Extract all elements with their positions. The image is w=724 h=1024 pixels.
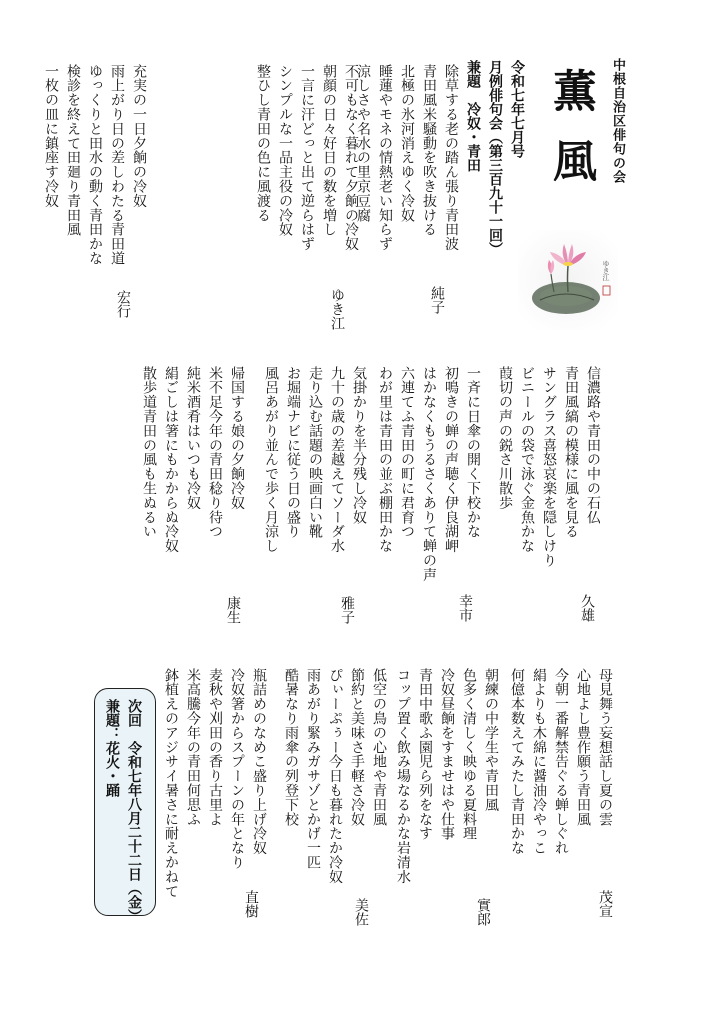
theme-line: 兼題 冷奴・青田 (465, 60, 481, 172)
haiku-line: 今朝一番解禁告ぐる蝉しぐれ (553, 668, 569, 856)
haiku-line: サングラス喜怒哀楽を隠しけり (541, 366, 557, 568)
issue-line: 令和七年七月号 (509, 60, 525, 158)
newsletter-title: 薫風 (545, 68, 596, 208)
haiku-author: 實郎 (475, 898, 491, 926)
haiku-line: ビニールの袋で泳ぐ金魚かな (519, 366, 535, 554)
haiku-author: 久雄 (579, 594, 595, 622)
artist-signature: ゆき江 (602, 260, 610, 281)
haiku-line: 青田風米騒動を吹き抜ける (421, 64, 437, 237)
haiku-line: 雨あがり緊みガサゾとかげ一匹 (305, 668, 321, 870)
meeting-line: 月例俳句会（第三百九十一回） (487, 60, 503, 256)
haiku-author: ゆき江 (329, 288, 345, 330)
haiku-line: わが里は青田の並ぶ棚田かな (377, 366, 393, 554)
next-meeting-theme: 兼題：花火・踊 (104, 699, 120, 797)
haiku-line: 何億本数えてみたし青田かな (509, 668, 525, 856)
haiku-line: 一言に汗どっと出て逆らはず (299, 64, 315, 252)
haiku-line: 米高騰今年の青田何思ふ (185, 668, 201, 827)
haiku-author: 康生 (225, 596, 241, 624)
haiku-line: 北極の氷河消えゆく冷奴 (399, 64, 415, 223)
next-meeting-date: 次回 令和七年八月二十二日（金） (126, 699, 142, 923)
haiku-line: 低空の鳥の心地や青田風 (371, 668, 387, 827)
haiku-line: 走り込む話題の映画白い靴 (307, 366, 323, 539)
haiku-line: 検診を終えて田廻り青田風 (65, 64, 81, 237)
haiku-line: 心地よし豊作願う青田風 (575, 668, 591, 827)
haiku-line: 散歩道青田の風も生ぬるい (141, 366, 157, 539)
haiku-line: 除草する老の踏ん張り青田波 (443, 64, 459, 252)
haiku-line: 冷奴箸からスプーンの年となり (229, 668, 245, 870)
haiku-line: 青田風縞の模様に風を見る (563, 366, 579, 539)
haiku-line: 節約と美味さ手軽さ冷奴 (349, 668, 365, 827)
haiku-line: 母見舞う妄想話し夏の雲 (597, 668, 613, 827)
haiku-line: 絹ごしは箸にもかからぬ冷奴 (163, 366, 179, 554)
haiku-line: ゆっくりと田水の動く青田かな (87, 64, 103, 266)
lotus-illustration (518, 230, 618, 330)
haiku-author: 純子 (429, 286, 445, 314)
haiku-author: 直樹 (243, 890, 259, 918)
haiku-line: 六連てふ青田の町に君育つ (399, 366, 415, 539)
next-meeting-box (94, 688, 156, 923)
haiku-line: 充実の一日夕餉の冷奴 (131, 64, 147, 208)
haiku-line: 雨上がり日の差しわたる青田道 (109, 64, 125, 266)
haiku-line: 麦秋や刈田の香り古里よ (207, 668, 223, 827)
haiku-author: 茂宣 (597, 890, 613, 918)
haiku-author: 幸市 (457, 594, 473, 622)
haiku-line: 気掛かりを半分残し冷奴 (351, 366, 367, 525)
haiku-line: 不可もなく暮れて夕餉の冷奴 (343, 64, 359, 252)
haiku-line: 一枚の皿に鎮座す冷奴 (43, 64, 59, 208)
haiku-line: 涼しさや名水の里京豆腐 (355, 64, 371, 223)
haiku-line: お堀端ナビに従う日の盛り (285, 366, 301, 539)
haiku-author: 美佐 (353, 898, 369, 926)
haiku-line: 米不足今年の青田稔り待つ (207, 366, 223, 539)
haiku-line: はかなくもうるさくありて蝉の声 (421, 366, 437, 582)
haiku-line: 睡蓮やモネの情熱老い知らず (377, 64, 393, 252)
association-name: 中根自治区俳句の会 (610, 58, 625, 184)
haiku-line: 鉢植えのアジサイ暑さに耐えかねて (163, 668, 179, 899)
haiku-line: 朝顔の日々好日の数を増し (321, 64, 337, 237)
haiku-author: 雅子 (339, 596, 355, 624)
haiku-line: 純米酒肴はいつも冷奴 (185, 366, 201, 510)
haiku-line: 絹よりも木綿に醤油冷やっこ (531, 668, 547, 856)
haiku-author: 宏行 (115, 290, 131, 318)
haiku-line: 一斉に日傘の開く下校かな (465, 366, 481, 539)
haiku-line: ぴぃーぷぅー今日も暮れたか冷奴 (327, 668, 343, 884)
lotus-leaf-icon (532, 282, 600, 314)
haiku-line: 整ひし青田の色に風渡る (255, 64, 271, 223)
haiku-line: 風呂あがり並んで歩く月涼し (263, 366, 279, 554)
haiku-line: 九十の歳の差越えてソーダ水 (329, 366, 345, 554)
haiku-line: 色多く清しく映ゆる夏料理 (461, 668, 477, 841)
haiku-line: 帰国する娘の夕餉冷奴 (229, 366, 245, 510)
haiku-line: コップ置く飲み場なるかな岩清水 (395, 668, 411, 884)
haiku-line: 青田中歌ふ園児ら列をなす (417, 668, 433, 841)
haiku-line: 酷暑なり雨傘の列登下校 (283, 668, 299, 827)
haiku-line: 朝練の中学生や青田風 (483, 668, 499, 812)
haiku-line: シンプルな一品主役の冷奴 (277, 64, 293, 237)
haiku-line: 冷奴昼餉をすませはや仕事 (439, 668, 455, 841)
haiku-line: 瓶詰めのなめこ盛り上げ冷奴 (251, 668, 267, 856)
haiku-line: 初鳴きの蝉の声聴く伊良湖岬 (443, 366, 459, 554)
haiku-line: 葭切の声の鋭さ川散歩 (497, 366, 513, 510)
haiku-line: 信濃路や青田の中の石仏 (585, 366, 601, 525)
